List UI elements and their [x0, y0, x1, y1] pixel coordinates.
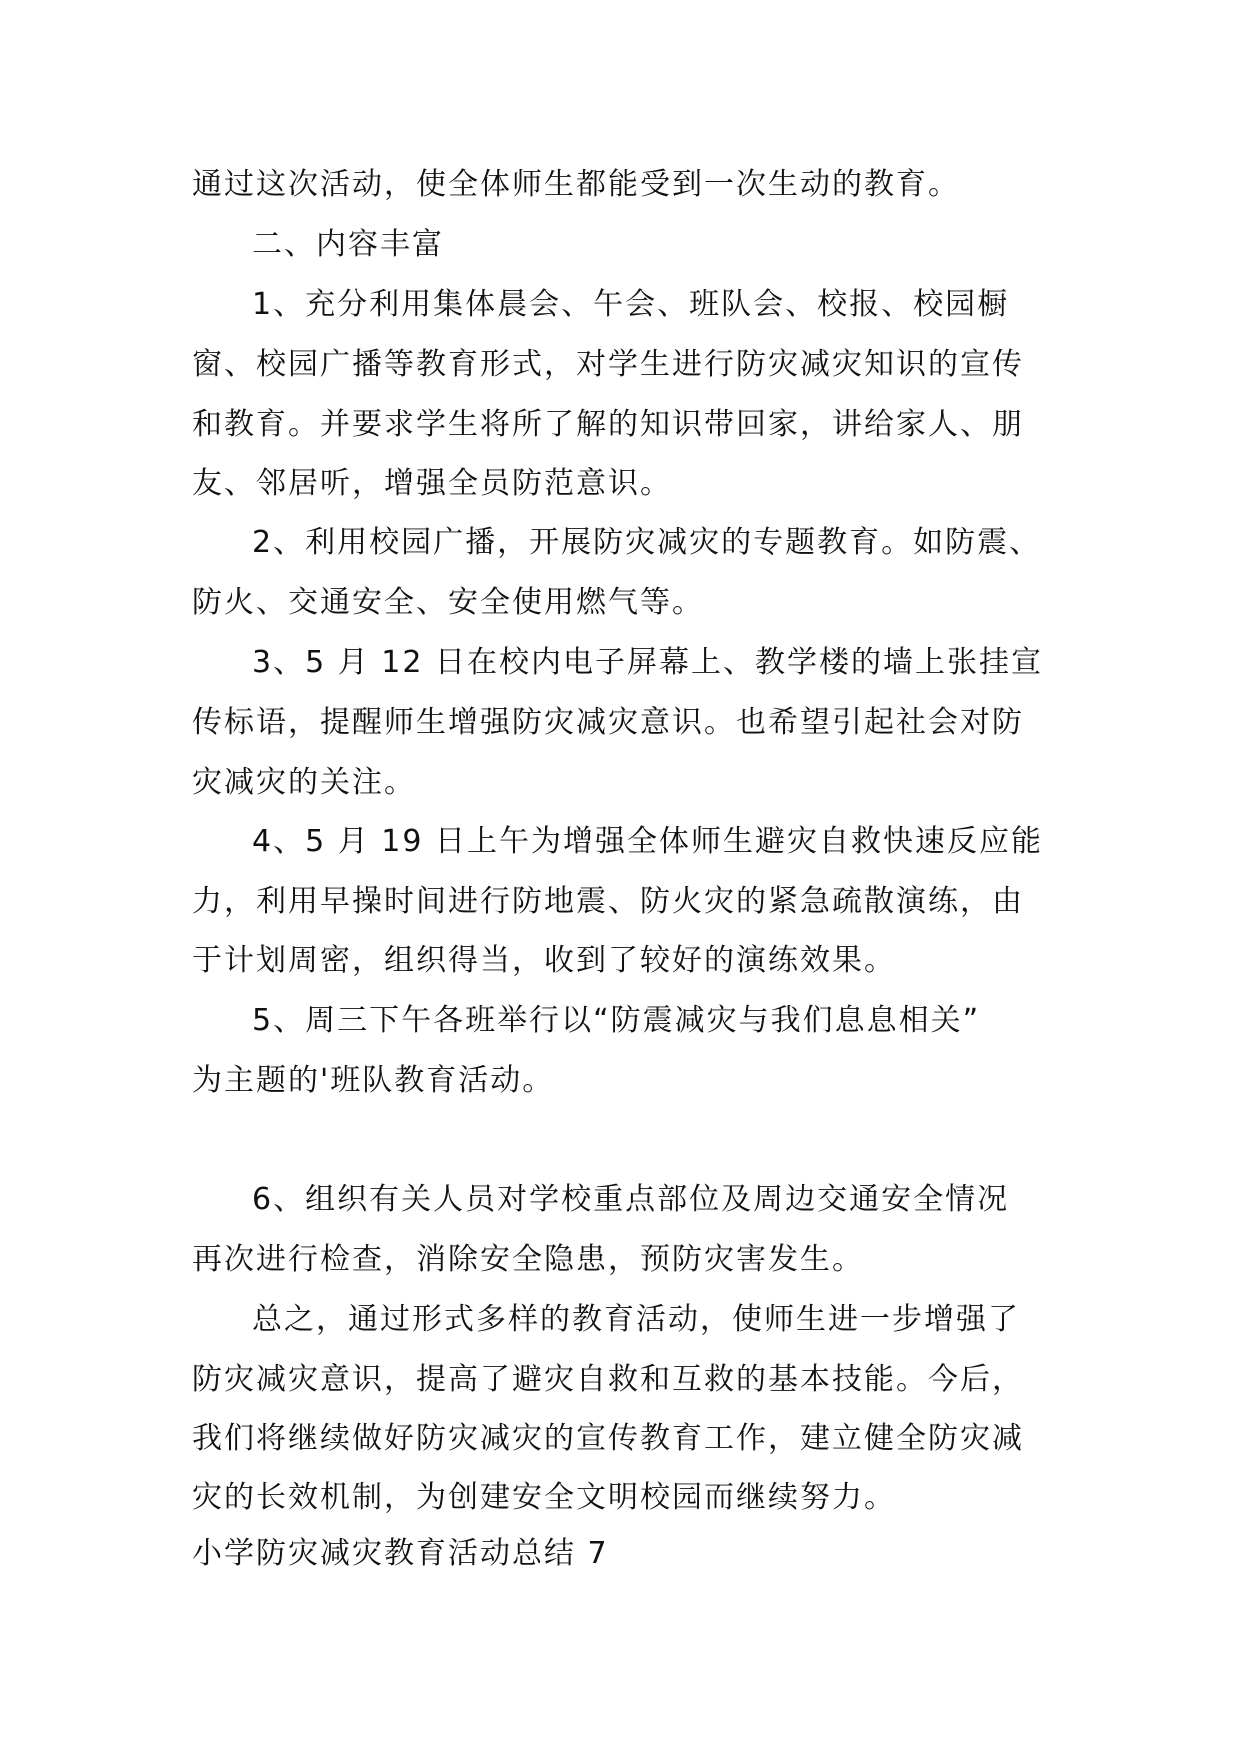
text-line: 通过这次活动，使全体师生都能受到一次生动的教育。 — [192, 167, 960, 202]
text-line: 防火、交通安全、安全使用燃气等。 — [192, 585, 704, 620]
text-line: 灾的长效机制，为创建安全文明校园而继续努力。 — [192, 1480, 896, 1515]
text-line: 再次进行检查，消除安全隐患，预防灾害发生。 — [192, 1242, 864, 1277]
text-line: 总之，通过形式多样的教育活动，使师生进一步增强了 — [252, 1302, 1020, 1337]
text-line: 传标语，提醒师生增强防灾减灾意识。也希望引起社会对防 — [192, 705, 1024, 740]
text-line: 我们将继续做好防灾减灾的宣传教育工作，建立健全防灾减 — [192, 1421, 1024, 1456]
text-line: 4、5 月 19 日上午为增强全体师生避灾自救快速反应能 — [252, 824, 1043, 859]
next-section-title: 小学防灾减灾教育活动总结 7 — [192, 1536, 609, 1571]
text-line: 和教育。并要求学生将所了解的知识带回家，讲给家人、朋 — [192, 407, 1024, 442]
text-line: 为主题的'班队教育活动。 — [192, 1063, 555, 1098]
text-line: 窗、校园广播等教育形式，对学生进行防灾减灾知识的宣传 — [192, 347, 1024, 382]
text-line: 2、利用校园广播，开展防灾减灾的专题教育。如防震、 — [252, 525, 1042, 560]
text-line: 5、周三下午各班举行以“防震减灾与我们息息相关” — [252, 1003, 981, 1038]
text-line: 力，利用早操时间进行防地震、防火灾的紧急疏散演练，由 — [192, 884, 1024, 919]
text-line: 防灾减灾意识，提高了避灾自救和互救的基本技能。今后， — [192, 1362, 1024, 1397]
section-heading: 二、内容丰富 — [252, 227, 444, 262]
text-line: 友、邻居听，增强全员防范意识。 — [192, 466, 672, 501]
text-line: 灾减灾的关注。 — [192, 765, 416, 800]
text-line: 于计划周密，组织得当，收到了较好的演练效果。 — [192, 943, 896, 978]
text-line: 1、充分利用集体晨会、午会、班队会、校报、校园橱 — [252, 287, 1010, 322]
text-line: 3、5 月 12 日在校内电子屏幕上、教学楼的墙上张挂宣 — [252, 645, 1043, 680]
text-line: 6、组织有关人员对学校重点部位及周边交通安全情况 — [252, 1182, 1010, 1217]
